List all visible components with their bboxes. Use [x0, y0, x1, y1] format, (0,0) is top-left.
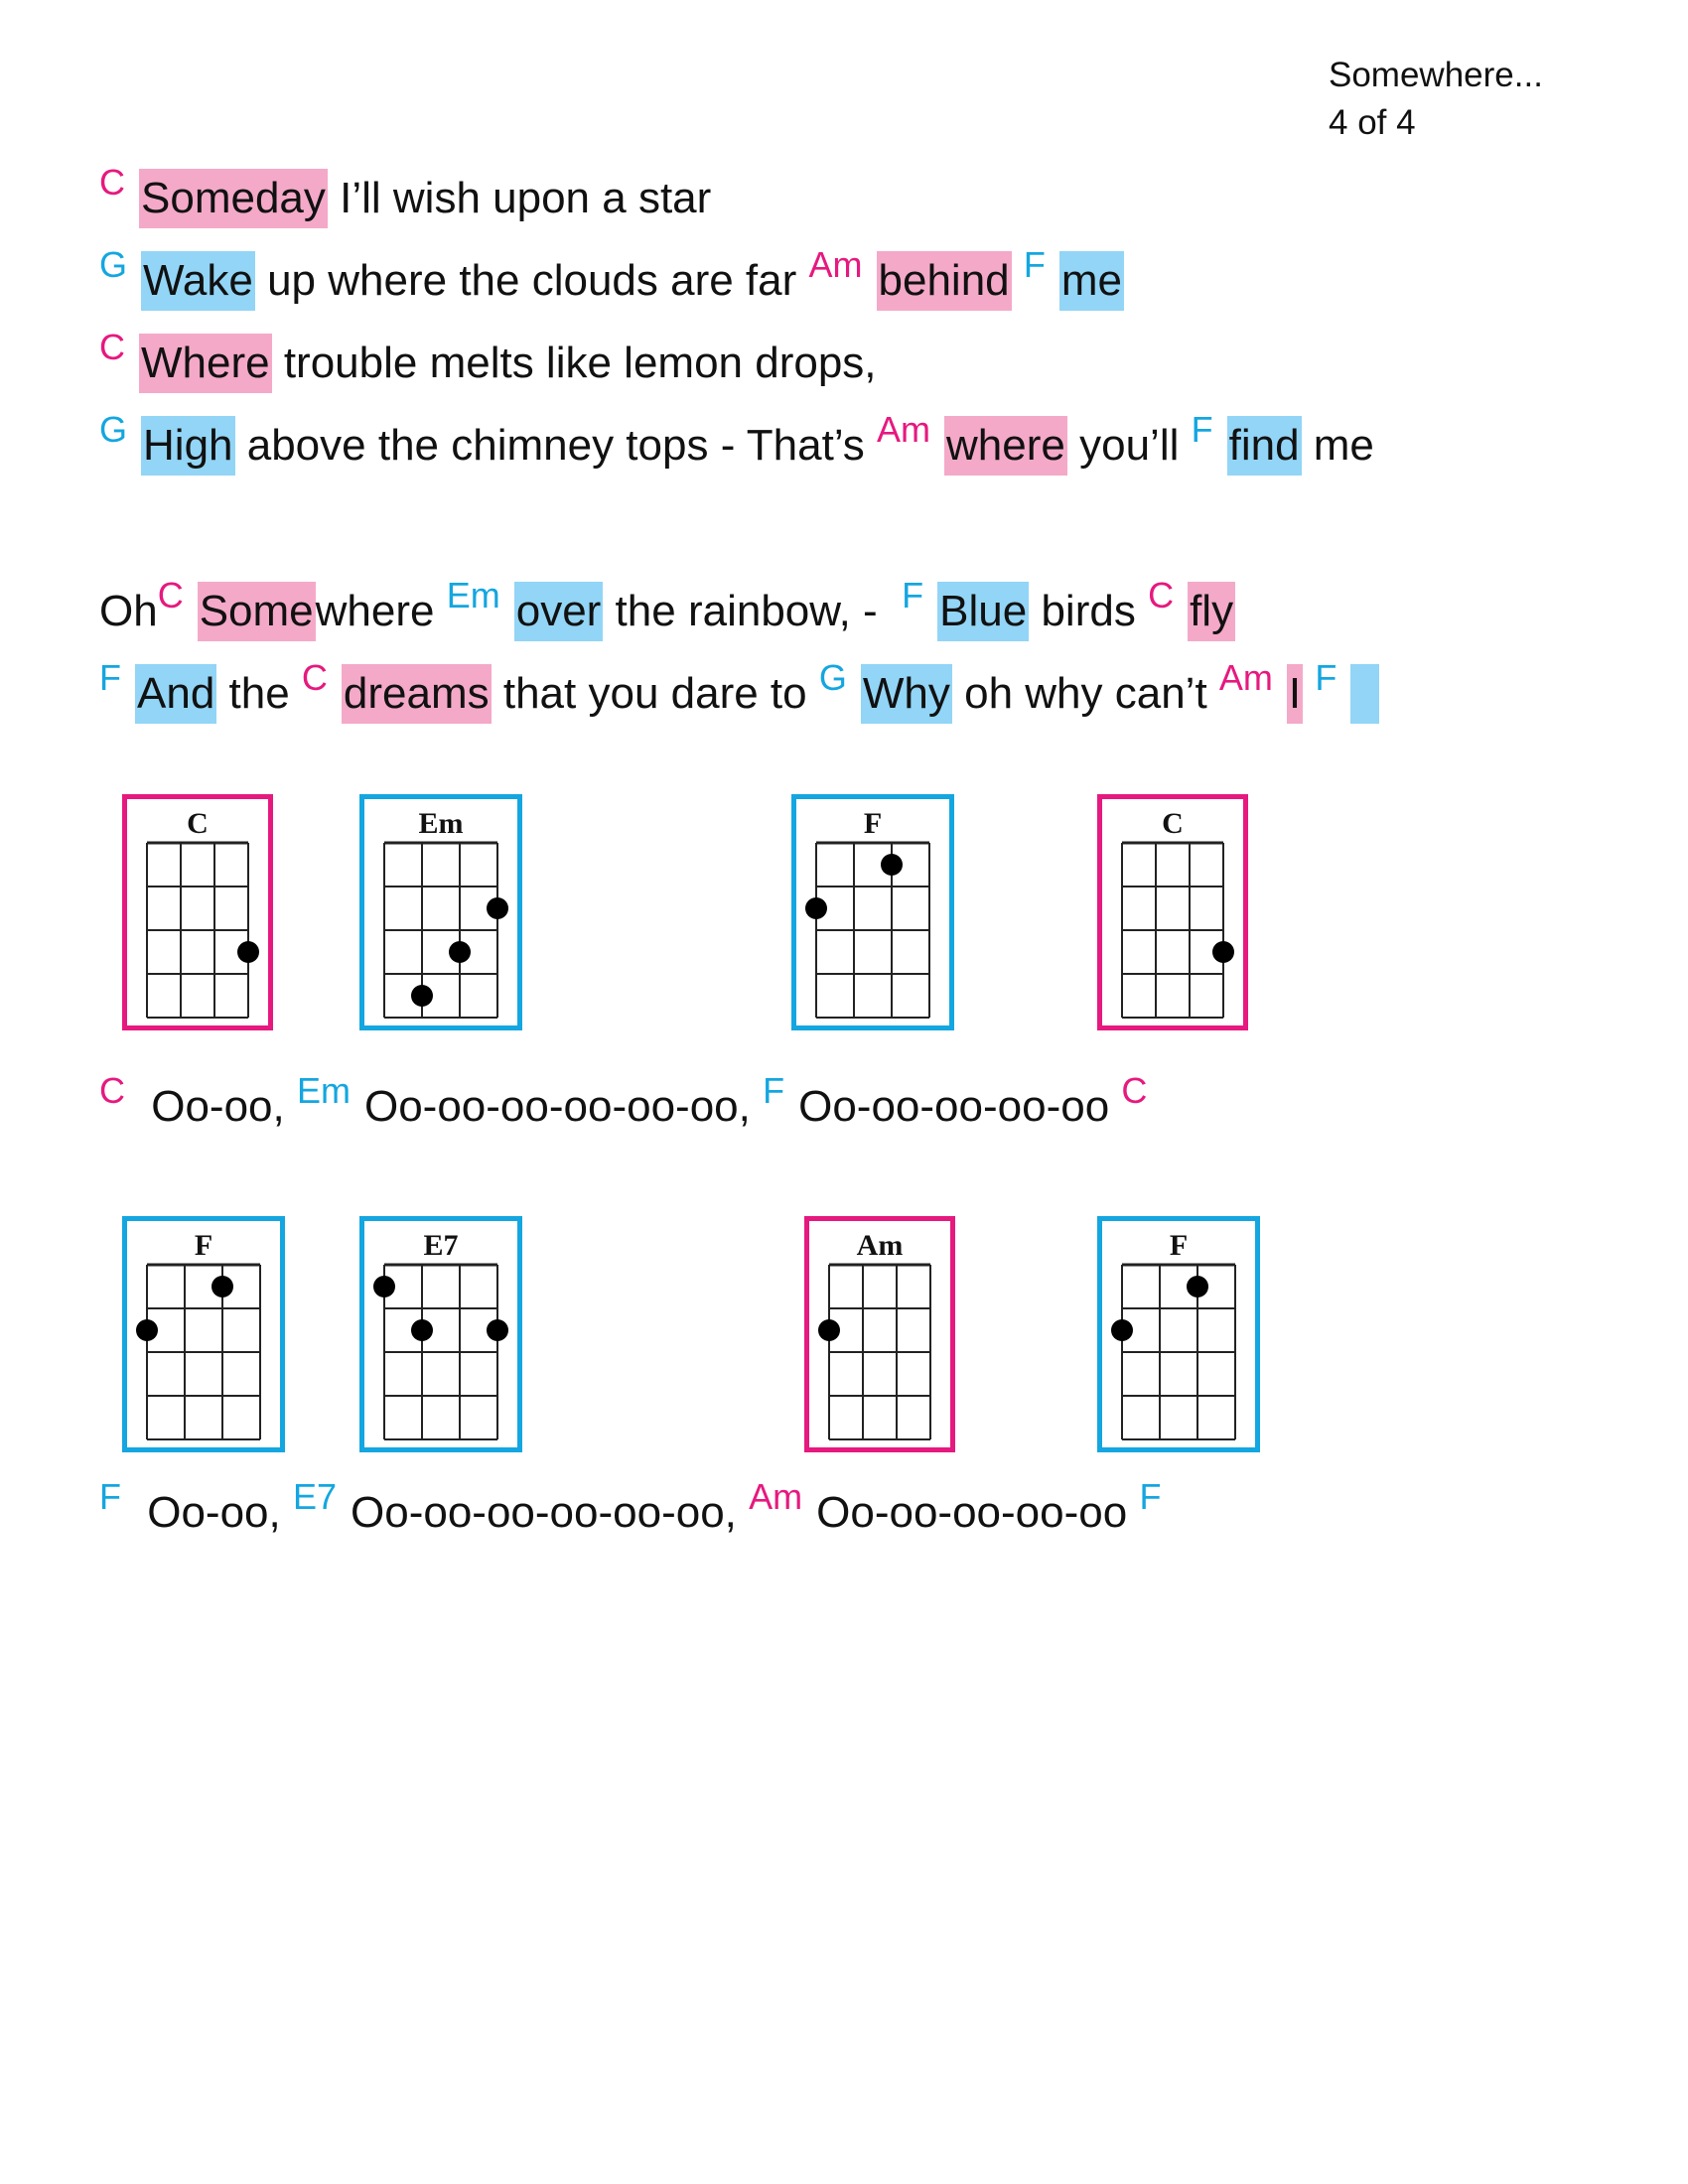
lyric-text: Oo-oo,: [135, 1488, 293, 1537]
highlighted-lyric: over: [514, 582, 604, 641]
fretboard-grid: [364, 799, 527, 1035]
lyric-line: [99, 575, 1235, 641]
chord-label: Em: [446, 575, 500, 615]
chord-label: Am: [1218, 657, 1273, 698]
highlighted-lyric: [1350, 664, 1378, 724]
finger-dot: [818, 1319, 840, 1341]
lyric-text: Oh: [99, 587, 158, 635]
lyric-text: oh why can’t: [951, 669, 1219, 718]
chord-label: Am: [808, 244, 863, 285]
chord-diagram-name: F: [863, 807, 883, 840]
finger-dot: [1212, 941, 1234, 963]
lyric-text: that you dare to: [491, 669, 819, 718]
finger-dot: [487, 1319, 508, 1341]
fretboard-grid: [796, 799, 959, 1035]
highlighted-lyric: Where: [139, 334, 272, 393]
song-title: Somewhere...: [1329, 56, 1543, 94]
lyric-line: [99, 409, 1374, 476]
lyric-text: I’ll wish upon a star: [327, 174, 712, 222]
highlighted-lyric: Someday: [139, 169, 328, 228]
lyric-text: [1012, 251, 1024, 311]
chord-diagram: [122, 794, 273, 1030]
chord-label: C: [301, 657, 328, 698]
chord-label: E7: [292, 1476, 338, 1517]
fretboard-grid: [809, 1221, 960, 1457]
chord-diagram-name: Em: [418, 807, 464, 840]
chord-diagram-name: E7: [423, 1229, 459, 1262]
lyric-text: up where the clouds are far: [254, 256, 809, 305]
lyric-text: Oo-oo-oo-oo-oo-oo,: [363, 1082, 764, 1131]
chord-label: C: [1121, 1070, 1148, 1111]
chord-label: C: [99, 1070, 125, 1111]
chord-diagram: [1097, 794, 1248, 1030]
finger-dot: [411, 1319, 433, 1341]
lyric-text: me: [1301, 421, 1374, 470]
lyric-line: [99, 327, 877, 393]
chord-label: F: [902, 575, 924, 615]
lyric-text: Oo-oo-oo-oo-oo: [816, 1488, 1140, 1537]
chord-label: Am: [877, 409, 931, 450]
highlighted-lyric: High: [141, 416, 235, 476]
fretboard-grid: [364, 1221, 527, 1457]
lyric-line: [99, 657, 1379, 724]
highlighted-lyric: And: [135, 664, 216, 724]
highlighted-lyric: fly: [1188, 582, 1235, 641]
lyric-text: where: [315, 587, 447, 635]
chord-diagram: [1097, 1216, 1260, 1452]
lyric-text: you’ll: [1066, 421, 1192, 470]
highlighted-lyric: dreams: [342, 664, 492, 724]
chord-label: F: [1023, 244, 1046, 285]
finger-dot: [1187, 1276, 1208, 1297]
chord-label: F: [99, 1476, 121, 1517]
chord-diagram: [791, 794, 954, 1030]
lyric-line: [99, 244, 1124, 311]
page-header: [1329, 52, 1543, 147]
chord-label: F: [763, 1070, 785, 1111]
fretboard-grid: [1102, 799, 1253, 1035]
fretboard-grid: [1102, 1221, 1265, 1457]
highlighted-lyric: Some: [198, 582, 316, 641]
chord-label: C: [99, 327, 125, 367]
finger-dot: [881, 854, 903, 876]
finger-dot: [1111, 1319, 1133, 1341]
chord-label: G: [818, 657, 847, 698]
chord-diagram-name: F: [1169, 1229, 1189, 1262]
lyric-text: the: [216, 669, 302, 718]
chord-label: C: [1148, 575, 1175, 615]
finger-dot: [411, 985, 433, 1007]
highlighted-lyric: Wake: [141, 251, 255, 311]
chord-diagram-name: C: [1162, 807, 1184, 840]
fretboard-grid: [127, 1221, 290, 1457]
finger-dot: [211, 1276, 233, 1297]
chord-label: F: [99, 657, 121, 698]
finger-dot: [805, 897, 827, 919]
lyric-line: [99, 162, 712, 228]
lyric-text: above the chimney tops - That’s: [234, 421, 878, 470]
chord-label: F: [1315, 657, 1337, 698]
highlighted-lyric: behind: [877, 251, 1012, 311]
chord-label: C: [99, 162, 125, 203]
chord-label: C: [157, 575, 184, 615]
highlighted-lyric: me: [1059, 251, 1124, 311]
chord-label: G: [99, 244, 128, 285]
finger-dot: [373, 1276, 395, 1297]
finger-dot: [487, 897, 508, 919]
highlighted-lyric: Blue: [937, 582, 1029, 641]
lyric-text: birds: [1029, 587, 1149, 635]
finger-dot: [449, 941, 471, 963]
lyric-text: the rainbow, -: [603, 587, 903, 635]
highlighted-lyric: find: [1227, 416, 1302, 476]
chord-label: Em: [296, 1070, 351, 1111]
lyric-text: [1303, 664, 1315, 724]
chord-diagram: [359, 1216, 522, 1452]
chord-diagram-name: C: [187, 807, 209, 840]
chord-label: F: [1191, 409, 1213, 450]
chord-label: G: [99, 409, 128, 450]
lyric-text: Oo-oo-oo-oo-oo: [798, 1082, 1122, 1131]
chord-label: F: [1139, 1476, 1162, 1517]
finger-dot: [237, 941, 259, 963]
chord-diagram: [359, 794, 522, 1030]
finger-dot: [136, 1319, 158, 1341]
fretboard-grid: [127, 799, 278, 1035]
chord-label: Am: [749, 1476, 803, 1517]
highlighted-lyric: where: [944, 416, 1067, 476]
page-number: 4 of 4: [1329, 103, 1416, 142]
chord-diagram: [804, 1216, 955, 1452]
lyric-line: [99, 1476, 1175, 1543]
chord-diagram-name: Am: [856, 1229, 904, 1262]
chord-diagram-name: F: [194, 1229, 213, 1262]
chord-diagram: [122, 1216, 285, 1452]
lyric-text: trouble melts like lemon drops,: [271, 339, 877, 387]
highlighted-lyric: I: [1287, 664, 1303, 724]
lyric-line: [99, 1070, 1161, 1137]
lyric-text: Oo-oo,: [139, 1082, 297, 1131]
lyric-text: Oo-oo-oo-oo-oo-oo,: [351, 1488, 750, 1537]
highlighted-lyric: Why: [861, 664, 952, 724]
